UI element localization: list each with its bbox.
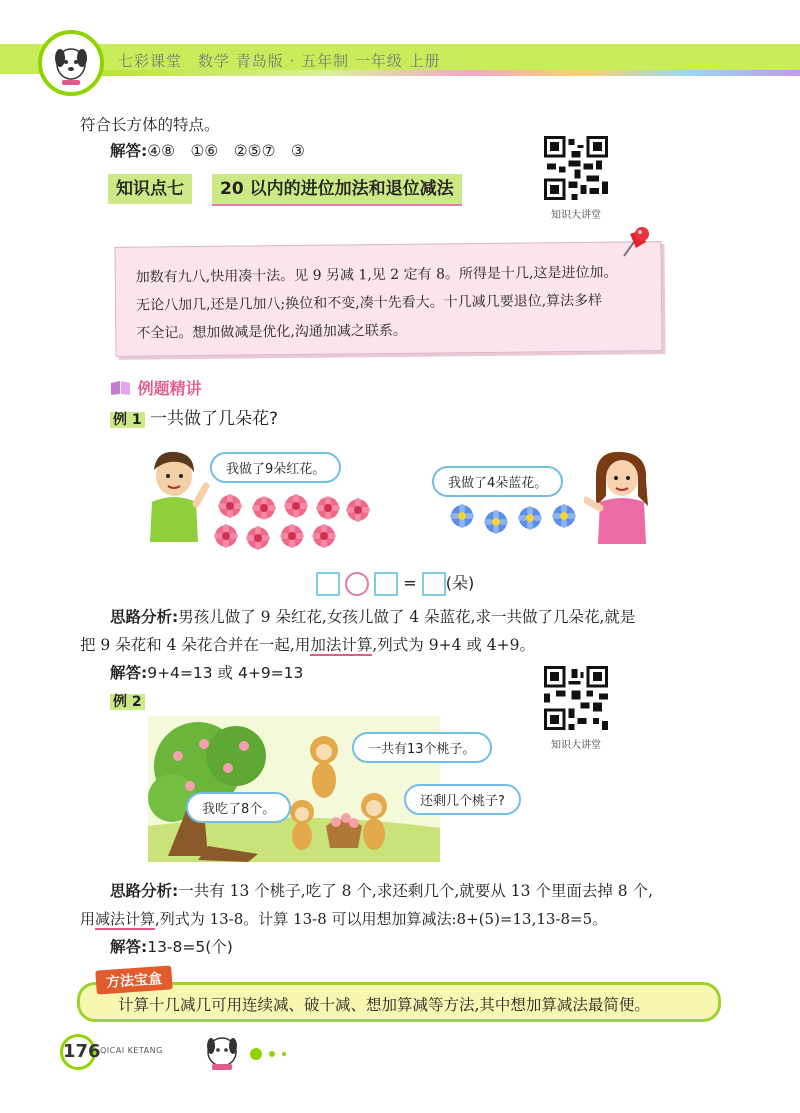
analysis-label: 思路分析: — [110, 882, 179, 900]
qr-code[interactable] — [544, 136, 608, 200]
answer-label: 解答: — [110, 664, 148, 682]
ex2-badge-row — [110, 690, 145, 713]
method-box — [77, 982, 721, 1022]
analysis-label: 思路分析: — [110, 608, 179, 626]
highlight-addition: 加法计算 — [310, 636, 373, 654]
blue-flowers-group — [446, 500, 582, 540]
ex1-equation-template — [316, 572, 474, 596]
rhyme-note-text — [136, 258, 647, 347]
answer-value: 13-8=5(个) — [147, 938, 233, 956]
answer-box[interactable] — [316, 572, 340, 596]
pushpin-icon — [612, 222, 656, 266]
highlight-subtraction: 减法计算 — [95, 910, 156, 928]
answer-value: ④⑧ ①⑥ ②⑤⑦ ③ — [147, 142, 305, 160]
answer-value: 9+4=13 或 4+9=13 — [147, 664, 304, 682]
book-icon — [110, 380, 132, 396]
ex1-analysis-line-2 — [80, 634, 535, 656]
monkey-top-bubble: 一共有13个桃子。 — [352, 732, 492, 763]
intro-line: 符合长方体的特点。 — [80, 116, 220, 134]
ex2-badge: 例 2 — [110, 694, 145, 710]
ex2-analysis-line-1 — [110, 880, 653, 902]
monkey-right-bubble: 还剩几个桃子? — [404, 784, 521, 815]
method-text: 计算十几减几可用连续减、破十减、想加算减等方法,其中想加算减法最简便。 — [118, 996, 650, 1014]
header-title: 七彩课堂 数学 青岛版 · 五年制 一年级 上册 — [118, 52, 441, 70]
examples-heading — [110, 376, 202, 399]
answer-label: 解答: — [110, 938, 148, 956]
knowledge-title: 20 以内的进位加法和退位减法 — [212, 174, 462, 206]
method-badge: 方法宝盒 — [95, 965, 172, 994]
dog-mascot-footer — [198, 1030, 298, 1074]
ex1-question: 一共做了几朵花? — [150, 409, 279, 429]
ex1-question-row — [110, 408, 278, 431]
note-line: 无论八加几,还是几加八;换位和不变,凑十先看大。十几减几要退位,算法多样 — [135, 292, 603, 314]
ex1-analysis-line-1 — [110, 606, 635, 628]
analysis-text: 用 — [80, 910, 96, 928]
boy-speech-bubble: 我做了9朵红花。 — [210, 452, 341, 483]
page-number: 176 — [60, 1034, 96, 1070]
knowledge-badge: 知识点七 — [108, 174, 192, 204]
qr-label: 知识大讲堂 — [551, 210, 601, 221]
monkey-left-bubble: 我吃了8个。 — [186, 792, 291, 823]
qr-label: 知识大讲堂 — [551, 740, 601, 751]
analysis-text: ,列式为 9+4 或 4+9。 — [372, 636, 536, 654]
girl-illustration — [584, 446, 660, 550]
red-flowers-group — [212, 490, 372, 552]
answer-label: 解答: — [110, 142, 148, 160]
ex2-answer — [110, 936, 233, 958]
boy-illustration — [140, 446, 210, 550]
qr-code[interactable] — [544, 666, 608, 730]
rhyme-note-card — [114, 241, 662, 357]
equals-sign: = — [403, 573, 417, 593]
ex2-analysis-line-2 — [80, 908, 607, 930]
footer-brand: QICAI KETANG — [100, 1046, 163, 1055]
ex1-answer — [110, 662, 303, 684]
operator-circle[interactable] — [345, 572, 369, 596]
dog-logo — [38, 30, 104, 96]
note-line: 加数有九八,快用凑十法。见 9 另减 1,见 2 定有 8。所得是十几,这是进位加。 — [135, 264, 618, 286]
analysis-text: 把 9 朵花和 4 朵花合并在一起,用 — [80, 636, 311, 654]
answer-box[interactable] — [422, 572, 446, 596]
note-line: 不全记。想加做减是优化,沟通加减之联系。 — [136, 322, 407, 342]
analysis-text: 男孩儿做了 9 朵红花,女孩儿做了 4 朵蓝花,求一共做了几朵花,就是 — [178, 608, 636, 626]
analysis-text: 一共有 13 个桃子,吃了 8 个,求还剩几个,就要从 13 个里面去掉 8 个, — [178, 882, 653, 900]
answer-0 — [110, 140, 305, 162]
ex1-badge: 例 1 — [110, 412, 145, 428]
answer-box[interactable] — [374, 572, 398, 596]
unit-text: (朵) — [445, 573, 475, 593]
analysis-text: ,列式为 13-8。计算 13-8 可以用想加算减法:8+(5)=13,13-8=5。 — [155, 910, 608, 928]
girl-speech-bubble: 我做了4朵蓝花。 — [432, 466, 563, 497]
examples-heading-text: 例题精讲 — [137, 379, 202, 398]
